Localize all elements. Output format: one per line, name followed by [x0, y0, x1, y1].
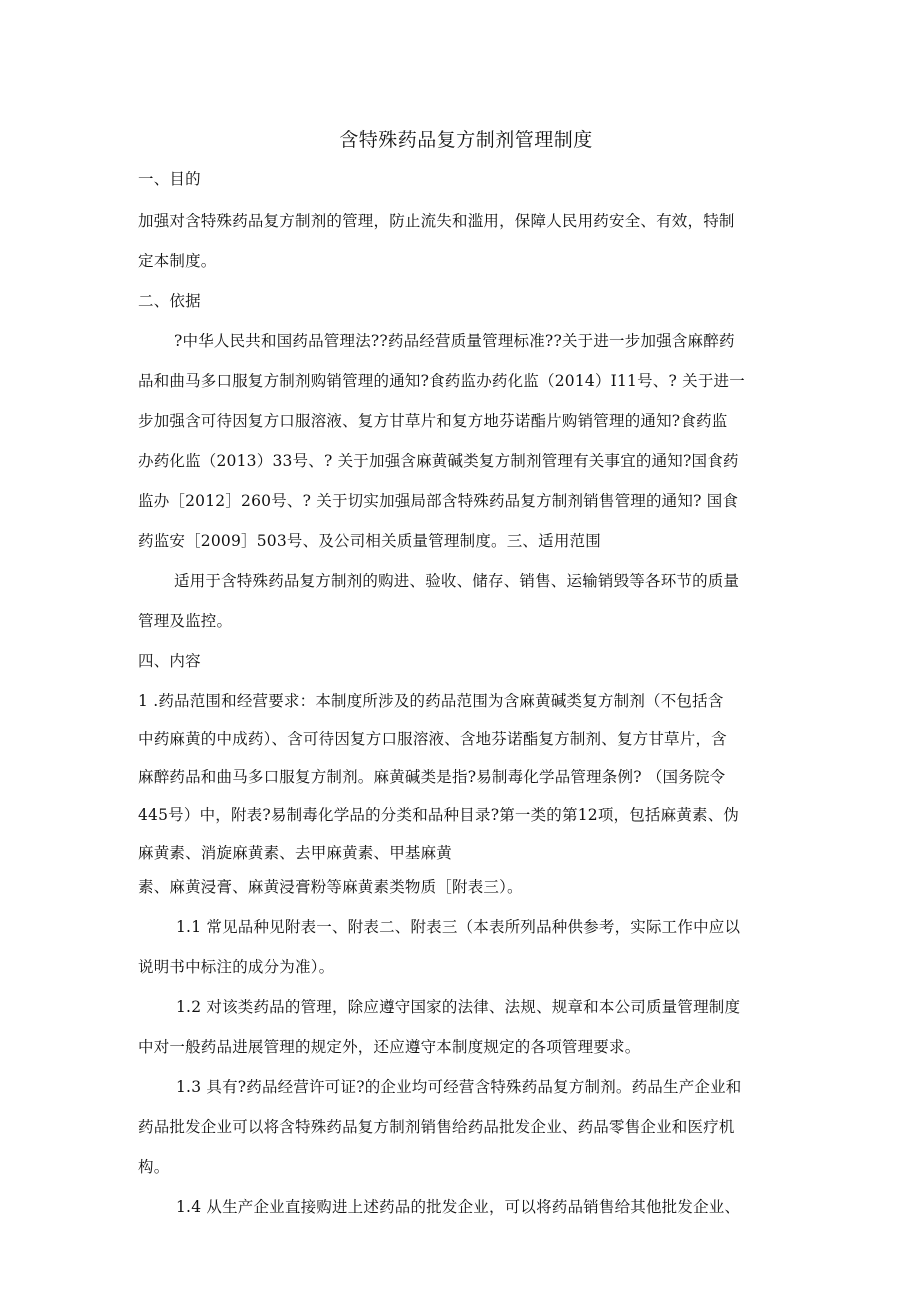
paragraph-line: 445号）中，附表?易制毒化学品的分类和品种目录?第一类的第12项，包括麻黄素、伪 — [138, 806, 740, 824]
paragraph-line: 办药化监（2013）33号、? 关于加强含麻黄碱类复方制剂管理有关事宜的通知?国食药 — [138, 452, 739, 470]
paragraph-line: 品和曲马多口服复方制剂购销管理的通知?食药监办药化监（2014）I11号、? 关于进一 — [138, 372, 745, 390]
paragraph-line: 监办［2012］260号、? 关于切实加强局部含特殊药品复方制剂销售管理的通知? 国食 — [138, 492, 739, 510]
paragraph-line: 说明书中标注的成分为准）。 — [138, 958, 335, 976]
paragraph-line: 管理及监控。 — [138, 612, 233, 630]
document-page — [138, 0, 794, 1301]
paragraph-line: 麻黄素、消旋麻黄素、去甲麻黄素、甲基麻黄 — [138, 844, 453, 862]
paragraph-line: 药监安［2009］503号、及公司相关质量管理制度。三、适用范围 — [138, 532, 601, 550]
paragraph-line: 麻醉药品和曲马多口服复方制剂。麻黄碱类是指?易制毒化学品管理条例? （国务院令 — [138, 768, 726, 786]
paragraph-line: 1.1 常见品种见附表一、附表二、附表三（本表所列品种供参考，实际工作中应以 — [176, 918, 741, 936]
heading-content: 四、内容 — [138, 652, 201, 670]
paragraph-line: 素、麻黄浸膏、麻黄浸膏粉等麻黄素类物质［附表三）。 — [138, 878, 523, 896]
paragraph-line: 1.4 从生产企业直接购进上述药品的批发企业，可以将药品销售给其他批发企业、 — [176, 1198, 741, 1216]
paragraph-line: 1 .药品范围和经营要求：本制度所涉及的药品范围为含麻黄碱类复方制剂（不包括含 — [138, 692, 724, 710]
paragraph-line: 药品批发企业可以将含特殊药品复方制剂销售给药品批发企业、药品零售企业和医疗机 — [138, 1118, 735, 1136]
paragraph-line: 定本制度。 — [138, 252, 217, 270]
paragraph-line: 步加强含可待因复方口服溶液、复方甘草片和复方地芬诺酯片购销管理的通知?食药监 — [138, 412, 728, 430]
paragraph-line: 中药麻黄的中成药）、含可待因复方口服溶液、含地芬诺酯复方制剂、复方甘草片，含 — [138, 730, 727, 748]
heading-purpose: 一、目的 — [138, 170, 201, 188]
paragraph-line: 1.2 对该类药品的管理，除应遵守国家的法律、法规、规章和本公司质量管理制度 — [176, 998, 741, 1016]
paragraph-line: 加强对含特殊药品复方制剂的管理，防止流失和滥用，保障人民用药安全、有效，特制 — [138, 212, 735, 230]
paragraph-line: 1.3 具有?药品经营许可证?的企业均可经营含特殊药品复方制剂。药品生产企业和 — [176, 1078, 742, 1096]
paragraph-line: ?中华人民共和国药品管理法??药品经营质量管理标准??关于进一步加强含麻醉药 — [174, 332, 735, 350]
paragraph-line: 构。 — [138, 1158, 170, 1176]
heading-basis: 二、依据 — [138, 292, 201, 310]
paragraph-line: 适用于含特殊药品复方制剂的购进、验收、储存、销售、运输销毁等各环节的质量 — [174, 572, 740, 590]
document-title: 含特殊药品复方制剂管理制度 — [339, 129, 593, 151]
paragraph-line: 中对一般药品进展管理的规定外，还应遵守本制度规定的各项管理要求。 — [138, 1038, 641, 1056]
